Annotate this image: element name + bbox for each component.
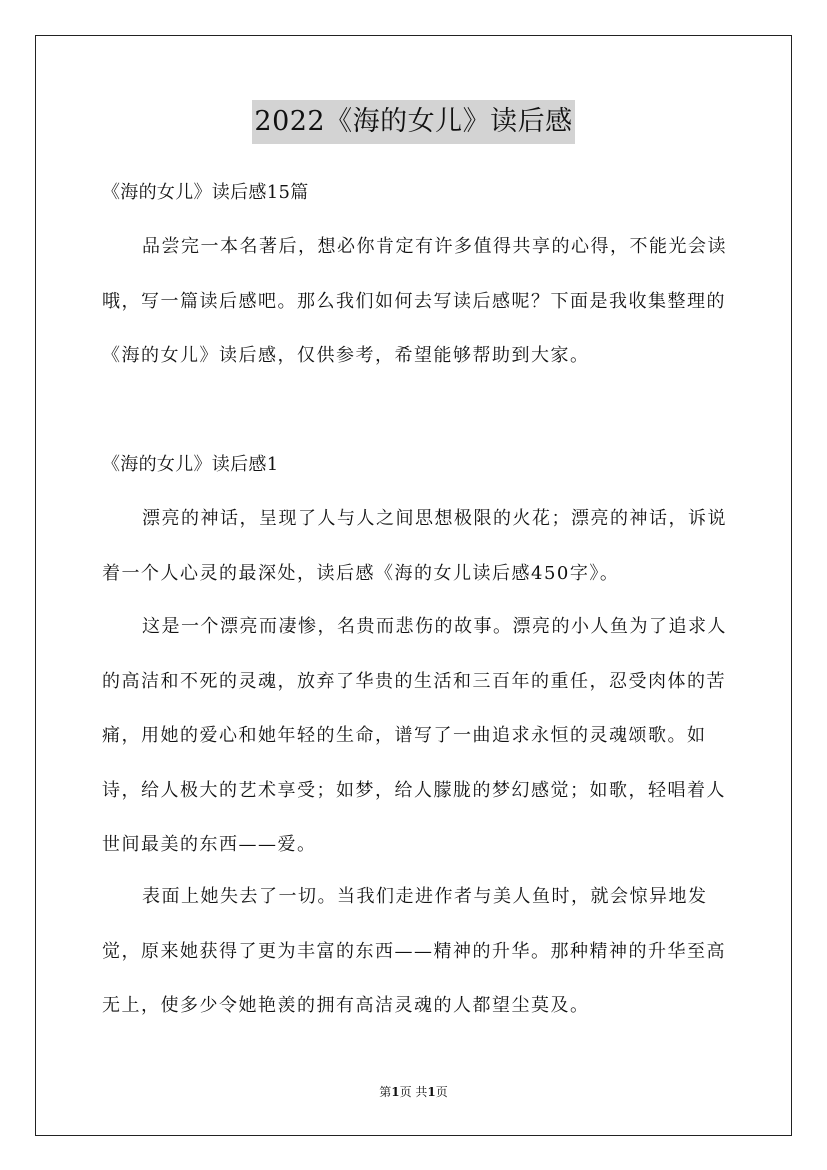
intro-paragraph: 品尝完一本名著后，想必你肯定有许多值得共享的心得，不能光会读哦，写一篇读后感吧。那么我们如何去写读后感呢？下面是我收集整理的《海的女儿》读后感，仅供参考，希望能够帮助到大家。 (102, 236, 727, 366)
footer-page-current: 1 (391, 1085, 400, 1099)
footer-page-mid: 页 共 (399, 1085, 428, 1099)
body-paragraph-2: 这是一个漂亮而凄惨，名贵而悲伤的故事。漂亮的小人鱼为了追求人的高洁和不死的灵魂，放弃了华贵的生活和三百年的重任，忍受肉体的苦痛，用她的爱心和她年轻的生命，谱写了一曲追求永恒的灵魂颂歌。如诗，给人极大的艺术享受；如梦，给人朦胧的梦幻感觉；如歌，轻唱着人世间最美的东西——爱。 (102, 616, 727, 855)
body-paragraph-1: 漂亮的神话，呈现了人与人之间思想极限的火花；漂亮的神话，诉说着一个人心灵的最深处，读后感《海的女儿读后感450字》。 (102, 508, 727, 584)
title-container (0, 100, 827, 144)
footer-page-prefix: 第 (379, 1085, 392, 1099)
footer-page-suffix: 页 (435, 1085, 448, 1099)
document-subtitle: 《海的女儿》读后感15篇 (102, 182, 309, 203)
body-paragraph-3: 表面上她失去了一切。当我们走进作者与美人鱼时，就会惊异地发觉，原来她获得了更为丰富的东西——精神的升华。那种精神的升华至高无上，使多少令她艳羡的拥有高洁灵魂的人都望尘莫及。 (102, 886, 726, 1016)
section-heading: 《海的女儿》读后感1 (102, 454, 279, 475)
document-title: 2022《海的女儿》读后感 (252, 100, 574, 144)
footer-page-total: 1 (427, 1085, 436, 1099)
page-footer (0, 1083, 827, 1101)
